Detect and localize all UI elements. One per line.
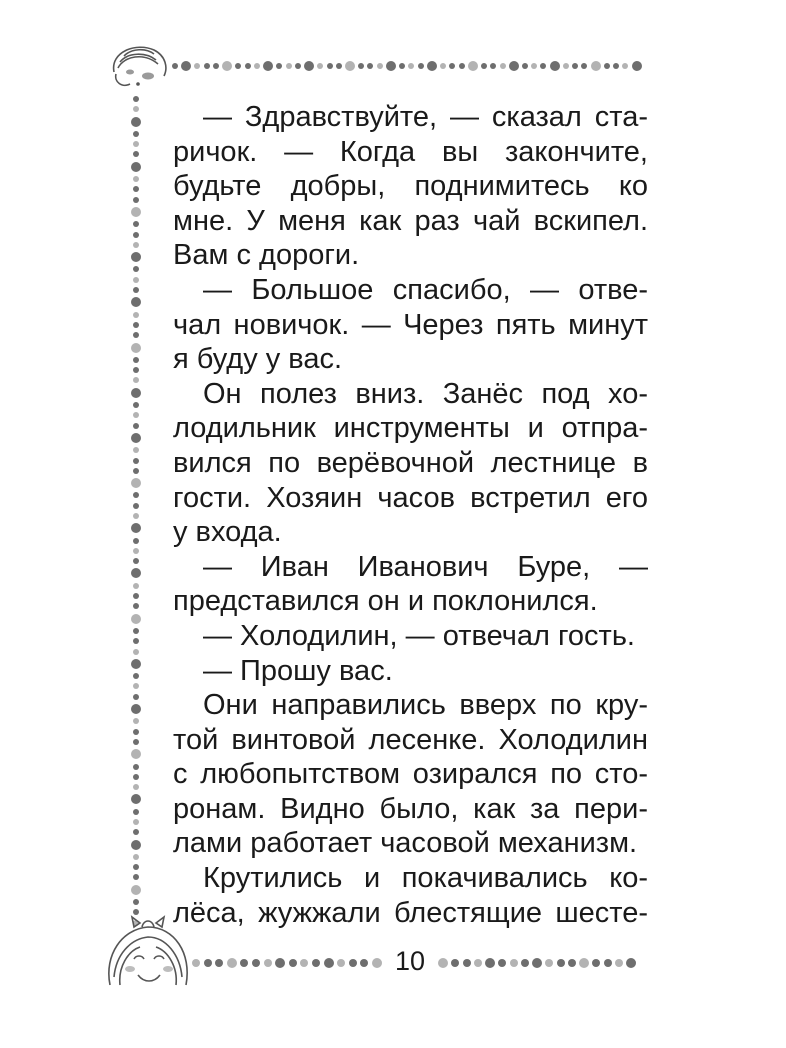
text-line: Он полез вниз. Занёс под хо-: [203, 377, 648, 410]
border-dot: [563, 63, 569, 69]
border-dot: [133, 583, 139, 589]
border-dot: [133, 447, 139, 453]
border-dot: [545, 959, 553, 967]
border-dot: [131, 840, 141, 850]
border-dot: [131, 343, 141, 353]
border-dot: [579, 958, 589, 968]
border-dot: [133, 558, 139, 564]
text-line: — Большое спасибо, — отве-: [203, 273, 648, 306]
border-dot: [468, 61, 478, 71]
border-dot: [133, 784, 139, 790]
border-dot: [133, 131, 139, 137]
border-dot: [133, 332, 139, 338]
border-dot: [349, 959, 357, 967]
border-dot: [133, 468, 139, 474]
border-dot: [276, 63, 282, 69]
border-dot: [399, 63, 405, 69]
border-dot: [451, 959, 459, 967]
border-dot: [133, 603, 139, 609]
border-dot: [133, 186, 139, 192]
border-dot: [133, 141, 139, 147]
border-dot: [215, 959, 223, 967]
border-dot: [295, 63, 301, 69]
border-dot: [591, 61, 601, 71]
border-dot: [131, 885, 141, 895]
text-line: чал новичок. — Через пять минут: [173, 308, 648, 341]
border-dot: [133, 412, 139, 418]
border-dot: [275, 958, 285, 968]
border-dot: [133, 538, 139, 544]
border-dot: [131, 568, 141, 578]
border-dot: [133, 899, 139, 905]
border-dot: [500, 63, 506, 69]
text-line: — Холодилин, — отвечал гость.: [203, 619, 635, 652]
border-dot: [133, 829, 139, 835]
text-line: ричок. — Когда вы закончите,: [173, 135, 648, 168]
border-dot: [204, 63, 210, 69]
border-dot: [438, 958, 448, 968]
border-dot: [133, 197, 139, 203]
border-dot: [133, 322, 139, 328]
border-dot: [133, 458, 139, 464]
border-dot: [204, 959, 212, 967]
border-dot: [245, 63, 251, 69]
border-dot: [133, 402, 139, 408]
border-dot: [131, 207, 141, 217]
border-dot: [372, 958, 382, 968]
text-line: будьте добры, поднимитесь ко: [173, 170, 648, 203]
border-dot: [418, 63, 424, 69]
border-dot: [345, 61, 355, 71]
border-dot: [181, 61, 191, 71]
border-dot: [131, 523, 141, 533]
border-dot: [604, 959, 612, 967]
border-dot: [550, 61, 560, 71]
border-dot: [133, 503, 139, 509]
border-dot: [263, 61, 273, 71]
border-dot: [133, 106, 139, 112]
border-dot: [613, 63, 619, 69]
border-dot: [286, 63, 292, 69]
border-dot: [133, 774, 139, 780]
text-line: лодильник инструменты и отпра-: [173, 412, 648, 445]
bottom-left-dot-border: [192, 958, 382, 968]
border-dot: [459, 63, 465, 69]
border-dot: [133, 694, 139, 700]
border-dot: [133, 221, 139, 227]
border-dot: [133, 367, 139, 373]
text-line: лами работает часовой механизм.: [173, 827, 638, 860]
border-dot: [521, 959, 529, 967]
border-dot: [235, 63, 241, 69]
border-dot: [222, 61, 232, 71]
border-dot: [133, 718, 139, 724]
border-dot: [133, 673, 139, 679]
text-line: — Иван Иванович Буре, —: [203, 550, 648, 583]
text-line: — Здравствуйте, — сказал ста-: [203, 101, 648, 133]
border-dot: [133, 513, 139, 519]
border-dot: [522, 63, 528, 69]
border-dot: [481, 63, 487, 69]
border-dot: [509, 61, 519, 71]
border-dot: [133, 739, 139, 745]
border-dot: [240, 959, 248, 967]
girl-face-icon: [100, 38, 180, 98]
border-dot: [289, 959, 297, 967]
border-dot: [133, 242, 139, 248]
border-dot: [133, 492, 139, 498]
border-dot: [131, 117, 141, 127]
border-dot: [568, 959, 576, 967]
border-dot: [131, 749, 141, 759]
border-dot: [133, 548, 139, 554]
border-dot: [377, 63, 383, 69]
border-dot: [327, 63, 333, 69]
border-dot: [133, 266, 139, 272]
border-dot: [133, 232, 139, 238]
border-dot: [194, 63, 200, 69]
border-dot: [626, 958, 636, 968]
border-dot: [312, 959, 320, 967]
border-dot: [300, 959, 308, 967]
border-dot: [133, 809, 139, 815]
bottom-right-dot-border: [438, 958, 636, 968]
border-dot: [557, 959, 565, 967]
border-dot: [252, 959, 260, 967]
border-dot: [133, 854, 139, 860]
border-dot: [632, 61, 642, 71]
border-dot: [358, 63, 364, 69]
border-dot: [604, 63, 610, 69]
border-dot: [531, 63, 537, 69]
border-dot: [386, 61, 396, 71]
border-dot: [592, 959, 600, 967]
border-dot: [133, 819, 139, 825]
border-dot: [615, 959, 623, 967]
border-dot: [131, 659, 141, 669]
border-dot: [131, 433, 141, 443]
text-line: — Прошу вас.: [203, 654, 393, 687]
border-dot: [227, 958, 237, 968]
border-dot: [532, 958, 542, 968]
border-dot: [622, 63, 628, 69]
border-dot: [408, 63, 414, 69]
border-dot: [440, 63, 446, 69]
border-dot: [133, 638, 139, 644]
border-dot: [133, 151, 139, 157]
text-line: той винтовой лесенке. Холодилин: [173, 723, 648, 756]
border-dot: [131, 162, 141, 172]
border-dot: [133, 593, 139, 599]
border-dot: [133, 176, 139, 182]
text-line: Крутились и покачивались ко-: [203, 862, 648, 895]
border-dot: [449, 63, 455, 69]
border-dot: [133, 312, 139, 318]
border-dot: [213, 63, 219, 69]
text-line: я буду у вас.: [173, 343, 343, 376]
border-dot: [133, 649, 139, 655]
border-dot: [131, 297, 141, 307]
page-number: 10: [394, 946, 426, 976]
text-line: ронам. Видно было, как за пери-: [173, 792, 648, 825]
border-dot: [336, 63, 342, 69]
text-line: вился по верёвочной лестнице в: [173, 446, 648, 479]
border-dot: [474, 959, 482, 967]
border-dot: [131, 388, 141, 398]
text-line: мне. У меня как раз чай вскипел.: [173, 204, 648, 237]
border-dot: [131, 252, 141, 262]
border-dot: [133, 864, 139, 870]
border-dot: [133, 874, 139, 880]
border-dot: [360, 959, 368, 967]
border-dot: [510, 959, 518, 967]
top-dot-border: [172, 61, 642, 71]
border-dot: [133, 357, 139, 363]
border-dot: [131, 704, 141, 714]
border-dot: [133, 423, 139, 429]
body-text: [173, 100, 648, 930]
border-dot: [131, 794, 141, 804]
border-dot: [324, 958, 334, 968]
border-dot: [264, 959, 272, 967]
border-dot: [572, 63, 578, 69]
border-dot: [133, 764, 139, 770]
text-line: Они направились вверх по кру-: [203, 689, 648, 722]
border-dot: [463, 959, 471, 967]
border-dot: [133, 277, 139, 283]
border-dot: [133, 729, 139, 735]
border-dot: [131, 478, 141, 488]
border-dot: [490, 63, 496, 69]
border-dot: [133, 683, 139, 689]
text-line: Вам с дороги.: [173, 239, 360, 272]
border-dot: [254, 63, 260, 69]
border-dot: [133, 287, 139, 293]
border-dot: [131, 614, 141, 624]
border-dot: [133, 377, 139, 383]
border-dot: [133, 628, 139, 634]
text-line: гости. Хозяин часов встретил его: [173, 481, 648, 514]
border-dot: [304, 61, 314, 71]
border-dot: [367, 63, 373, 69]
border-dot: [485, 958, 495, 968]
left-dot-border: [129, 96, 143, 926]
text-line: с любопытством озирался по сто-: [173, 758, 648, 791]
border-dot: [540, 63, 546, 69]
text-line: лёса, жужжали блестящие шесте-: [173, 896, 648, 929]
border-dot: [427, 61, 437, 71]
border-dot: [337, 959, 345, 967]
text-line: у входа.: [173, 516, 282, 549]
border-dot: [498, 959, 506, 967]
text-line: представился он и поклонился.: [173, 585, 598, 618]
border-dot: [581, 63, 587, 69]
border-dot: [317, 63, 323, 69]
